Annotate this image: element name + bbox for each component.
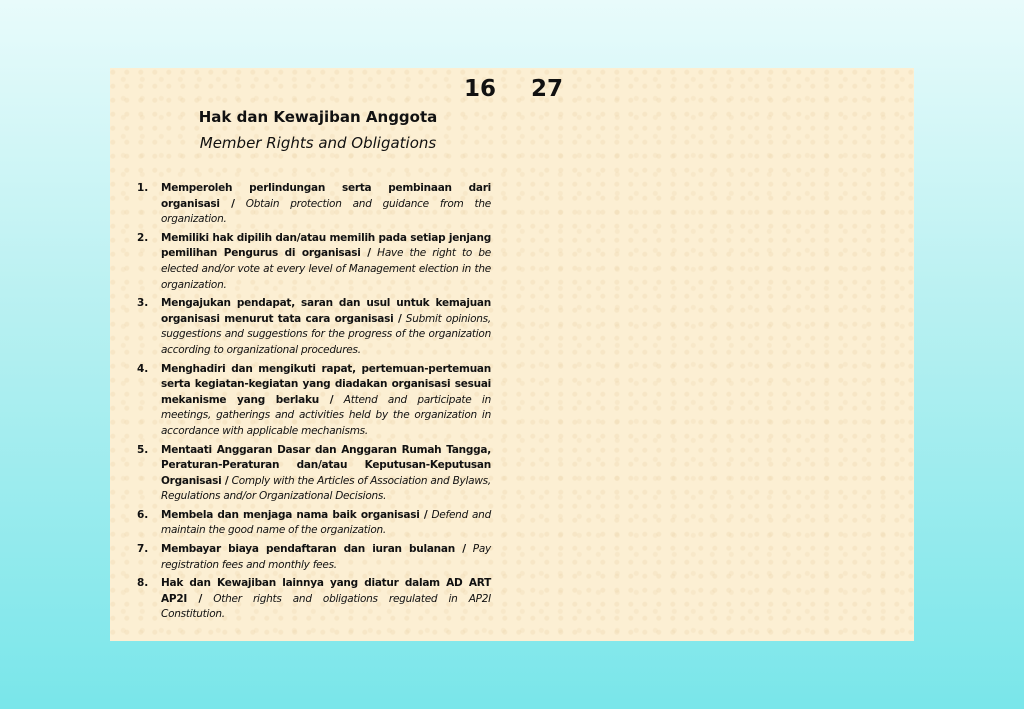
item-text-indonesian: Mengajukan pendapat, saran dan usul untuk kemajuan organisasi menurut tata cara organisasi /	[161, 297, 491, 325]
item-text-indonesian: Mentaati Anggaran Dasar dan Anggaran Rumah Tangga, Peraturan-Peraturan dan/atau Keputusan-Keputusan Organisasi /	[161, 443, 491, 487]
item-text-indonesian: Memiliki hak dipilih dan/atau memilih pada setiap jenjang pemilihan Pengurus di organisasi /	[161, 231, 491, 260]
item-text	[161, 508, 491, 539]
page-number-right: 27	[531, 76, 564, 102]
item-text	[161, 181, 491, 228]
list-item	[137, 576, 492, 623]
list-item	[137, 231, 492, 293]
item-text-indonesian: Memperoleh perlindungan serta pembinaan dari organisasi /	[161, 182, 491, 210]
item-text	[161, 362, 491, 440]
list-item	[137, 508, 492, 539]
item-text-english: Have the right to be elected and/or vote at every level of Management election in the organization.	[161, 247, 492, 291]
item-number: 5.	[137, 443, 149, 456]
item-text-english: Other rights and obligations regulated in AP2I Constitution.	[161, 592, 491, 621]
item-text	[161, 576, 491, 623]
item-text	[161, 231, 491, 293]
list-item	[137, 362, 492, 440]
item-number: 1.	[137, 182, 149, 194]
section-subtitle: Member Rights and Obligations	[199, 134, 437, 152]
rights-obligations-list	[137, 181, 492, 626]
item-text-indonesian: Menghadiri dan mengikuti rapat, pertemuan-pertemuan serta kegiatan-kegiatan yang diadakan organisasi sesuai mekanisme yang berlaku /	[161, 362, 491, 406]
item-text-english: Submit opinions, suggestions and suggestions for the progress of the organization according to organizational procedures.	[161, 312, 491, 356]
item-number: 4.	[137, 362, 149, 375]
item-number: 8.	[137, 577, 149, 590]
list-item	[137, 296, 492, 358]
list-item	[137, 443, 492, 505]
item-text-english: Attend and participate in meetings, gatherings and activities held by the organization in accordance with applicable mechanisms.	[161, 393, 491, 437]
page-number-left: 16	[464, 76, 497, 102]
item-text-english: Comply with the Articles of Association and Bylaws, Regulations and/or Organizational Decisions.	[161, 474, 491, 503]
list-item	[137, 181, 492, 228]
section-title: Hak dan Kewajiban Anggota	[198, 108, 438, 126]
document-page	[110, 68, 914, 641]
item-text-indonesian: Membayar biaya pendaftaran dan iuran bulanan /	[161, 543, 466, 556]
item-number: 2.	[137, 231, 149, 244]
item-text-english: Pay registration fees and monthly fees.	[161, 543, 492, 571]
item-text-indonesian: Hak dan Kewajiban lainnya yang diatur dalam AD ART AP2I /	[161, 577, 491, 605]
item-text-english: Defend and maintain the good name of the organization.	[161, 508, 491, 537]
item-number: 7.	[137, 543, 149, 556]
item-number: 3.	[137, 297, 149, 310]
item-text-english: Obtain protection and guidance from the organization.	[161, 197, 491, 226]
item-text	[161, 542, 491, 573]
item-number: 6.	[137, 508, 149, 521]
item-text-indonesian: Membela dan menjaga nama baik organisasi /	[161, 508, 428, 521]
item-text	[161, 296, 491, 358]
item-text	[161, 443, 491, 505]
list-item	[137, 542, 492, 573]
